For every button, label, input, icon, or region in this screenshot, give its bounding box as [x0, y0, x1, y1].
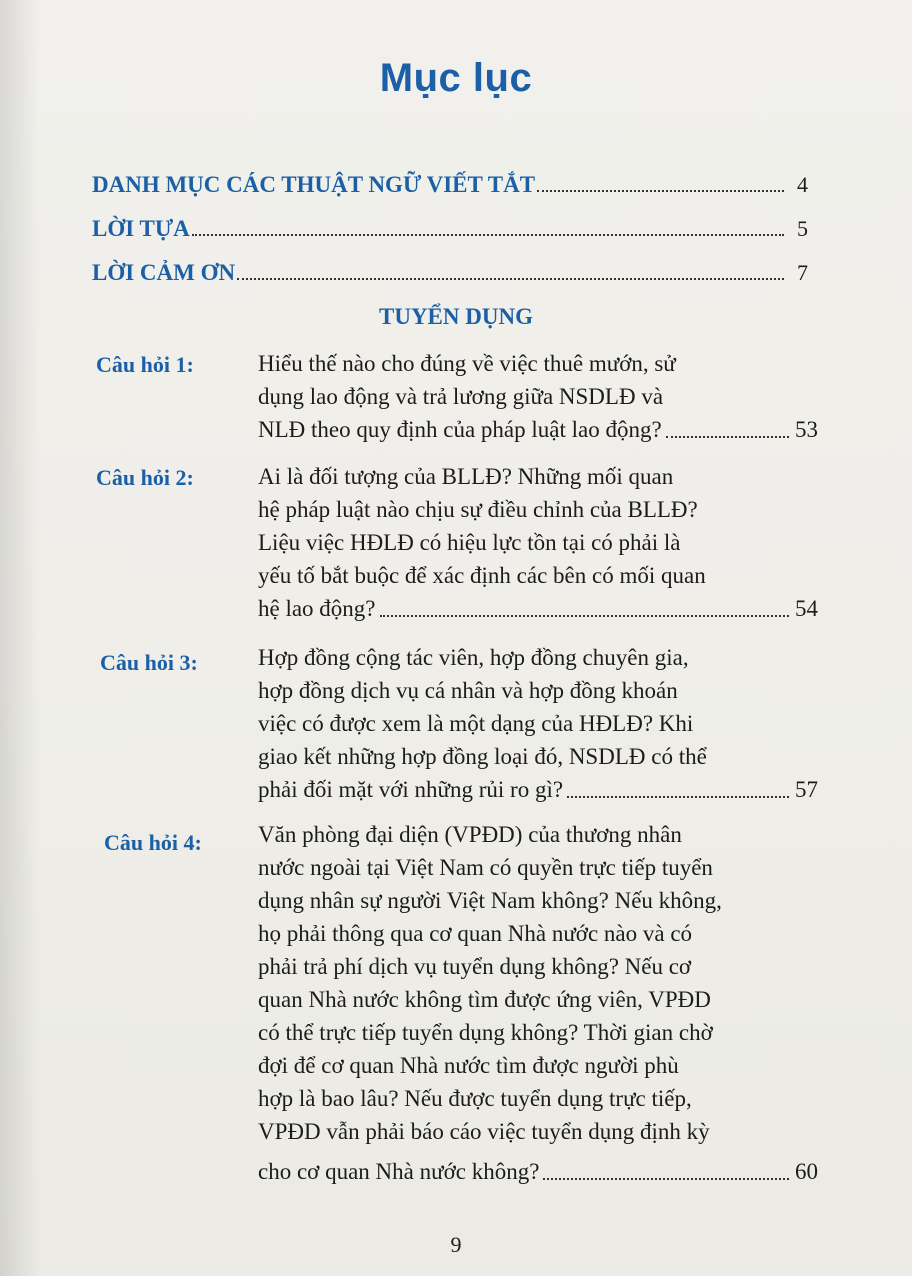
toc-entry-abbreviations[interactable]: [92, 172, 808, 198]
dot-leader: [192, 233, 784, 236]
question-label: Câu hỏi 4:: [104, 830, 202, 855]
toc-page-number: 54: [795, 596, 818, 621]
question-text-line: NLĐ theo quy định của pháp luật lao động?: [258, 417, 662, 442]
toc-page-number: 4: [797, 172, 808, 197]
toc-entry-label: LỜI CẢM ƠN: [92, 260, 236, 285]
question-text-line: nước ngoài tại Việt Nam có quyền trực tiếp tuyển: [258, 855, 713, 880]
page-edge-shadow: [0, 0, 40, 1276]
section-heading: TUYỂN DỤNG: [379, 304, 533, 329]
toc-entry-acknowledgements[interactable]: [92, 260, 808, 286]
question-text-line: giao kết những hợp đồng loại đó, NSDLĐ có thể: [258, 744, 707, 769]
question-text-line: họ phải thông qua cơ quan Nhà nước nào và có: [258, 921, 693, 946]
dot-leader: [237, 277, 784, 280]
question-text-line: hợp đồng dịch vụ cá nhân và hợp đồng khoán: [258, 678, 678, 703]
question-text-line: hệ lao động?: [258, 596, 376, 621]
page-title: Mục lục: [379, 56, 533, 100]
question-text-line: Văn phòng đại diện (VPĐD) của thương nhân: [258, 822, 682, 847]
toc-entry-question-2[interactable]: [258, 595, 818, 623]
question-text-line: Ai là đối tượng của BLLĐ? Những mối quan: [258, 464, 674, 489]
question-label: Câu hỏi 2:: [96, 465, 194, 490]
page-folio: 9: [450, 1232, 462, 1257]
dot-leader: [380, 614, 789, 617]
question-text-line: VPĐD vẫn phải báo cáo việc tuyển dụng định kỳ: [258, 1119, 710, 1144]
toc-entry-question-3[interactable]: [258, 776, 818, 804]
question-text-line: quan Nhà nước không tìm được ứng viên, VPĐD: [258, 987, 711, 1012]
dot-leader: [543, 1177, 789, 1180]
toc-entry-preface[interactable]: [92, 216, 808, 242]
question-text-line: yếu tố bắt buộc để xác định các bên có mối quan: [258, 563, 706, 588]
question-text-line: phải đối mặt với những rủi ro gì?: [258, 777, 564, 802]
question-text-line: Liệu việc HĐLĐ có hiệu lực tồn tại có phải là: [258, 530, 681, 555]
question-label: Câu hỏi 1:: [96, 352, 194, 377]
toc-entry-label: LỜI TỰA: [92, 216, 190, 241]
question-text-line: cho cơ quan Nhà nước không?: [258, 1159, 540, 1184]
toc-page-number: 5: [797, 216, 808, 241]
question-text-line: đợi để cơ quan Nhà nước tìm được người phù: [258, 1053, 679, 1078]
question-text-line: dụng lao động và trả lương giữa NSDLĐ và: [258, 384, 664, 409]
question-text-line: hợp là bao lâu? Nếu được tuyển dụng trực tiếp,: [258, 1086, 692, 1111]
toc-entry-label: DANH MỤC CÁC THUẬT NGỮ VIẾT TẮT: [92, 172, 536, 197]
toc-page-number: 7: [797, 260, 808, 285]
question-text-line: phải trả phí dịch vụ tuyển dụng không? Nếu cơ: [258, 954, 692, 979]
question-text-line: việc có được xem là một dạng của HĐLĐ? Khi: [258, 711, 694, 736]
question-text-line: có thể trực tiếp tuyển dụng không? Thời gian chờ: [258, 1020, 713, 1045]
question-label: Câu hỏi 3:: [100, 650, 198, 675]
question-text-line: Hiểu thế nào cho đúng về việc thuê mướn, sử: [258, 351, 676, 376]
toc-page-number: 57: [795, 777, 818, 802]
question-text-line: Hợp đồng cộng tác viên, hợp đồng chuyên gia,: [258, 645, 689, 670]
question-text-line: dụng nhân sự người Việt Nam không? Nếu không,: [258, 888, 722, 913]
toc-entry-question-4[interactable]: [258, 1158, 818, 1186]
dot-leader: [666, 435, 789, 438]
dot-leader: [567, 795, 789, 798]
toc-entry-question-1[interactable]: [258, 416, 818, 444]
dot-leader: [537, 189, 784, 192]
question-text-line: hệ pháp luật nào chịu sự điều chỉnh của BLLĐ?: [258, 497, 698, 522]
toc-page-number: 53: [795, 417, 818, 442]
toc-page-number: 60: [795, 1159, 818, 1184]
